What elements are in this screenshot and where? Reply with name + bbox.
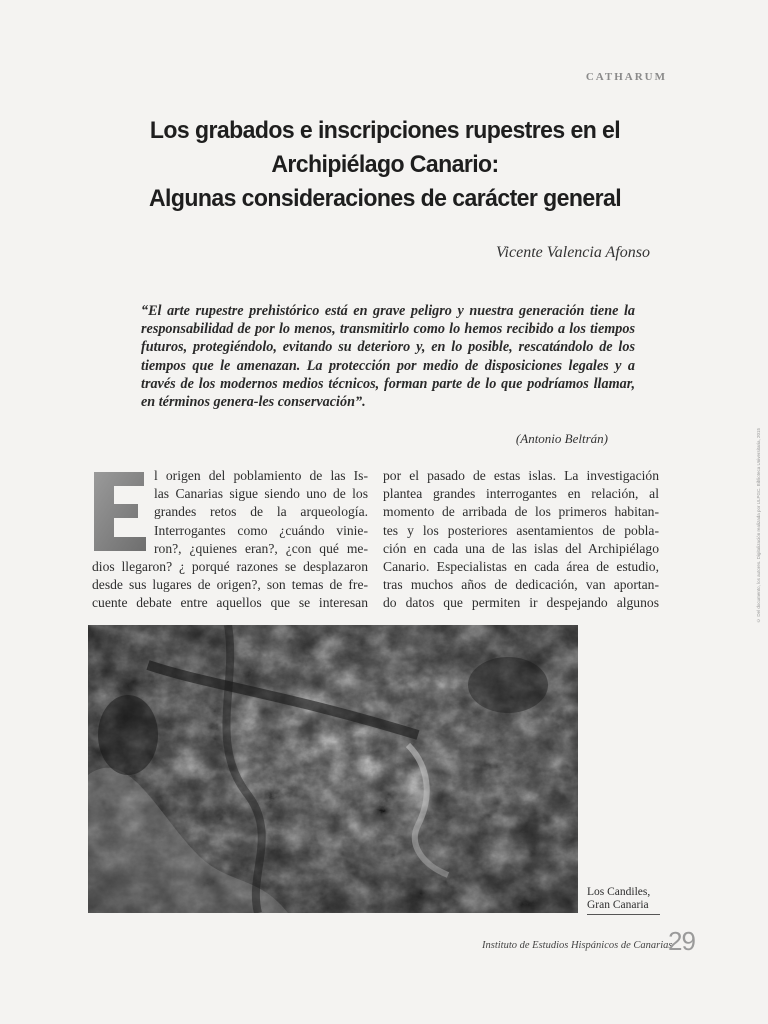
body-line: plantea grandes interrogantes en relación, al: [383, 486, 659, 502]
body-right-column: [383, 467, 659, 613]
photo-caption: [587, 886, 650, 912]
digitization-note: © Del documento, los autores. Digitalización realizada por ULPGC. Biblioteca Universitaria, 2015: [756, 428, 761, 623]
page-number: 29: [668, 926, 695, 956]
title-line-2: Archipiélago Canario:: [271, 151, 499, 178]
body-line: por el pasado de estas islas. La investigación: [383, 468, 659, 483]
body-line: desde sus lugares de origen?, son temas de fre-: [92, 577, 368, 593]
drop-cap-letter: [92, 470, 148, 553]
body-line: do datos que permiten ir despejando algunos: [383, 595, 659, 611]
body-line: dios llegaron? ¿ porqué razones se desplazaron: [92, 559, 368, 574]
body-line: l origen del poblamiento de las Is-: [154, 468, 368, 483]
rock-texture-image: [88, 625, 578, 913]
title-line-1: Los grabados e inscripciones rupestres en el: [149, 117, 621, 144]
caption-line-2: Gran Canaria: [587, 899, 649, 911]
body-left-column-indented: [154, 467, 368, 558]
body-line: tes y los posteriores asentamientos de pobla-: [383, 522, 659, 538]
article-title: [102, 114, 668, 216]
body-line: las Canarias sigue siendo uno de los: [154, 486, 368, 502]
body-line: ron?, ¿quienes eran?, ¿con qué me-: [154, 540, 368, 556]
epigraph-quote: “El arte rupestre prehistórico está en grave peligro y nuestra generación tiene la responsabilidad de por lo menos, transmitirlo como lo hemos recibido a los tiempos futuros, protegiéndolo, evitando su deterioro y, en lo posible, rescatándolo de los tiempos que le amenazan. La protección por medio de disposiciones legales y a través de los modernos medios técnicos, forman parte de lo que podríamos llamar, en términos genera-les conservación”.: [141, 303, 635, 411]
body-line: Interrogantes como ¿cuándo vinie-: [154, 522, 368, 538]
body-line: tras muchos años de dedicación, van aportan-: [383, 577, 659, 593]
caption-divider: [587, 914, 660, 915]
author-name: Vicente Valencia Afonso: [495, 244, 650, 261]
journal-name: CATHARUM: [585, 71, 667, 83]
epigraph-attribution: (Antonio Beltrán): [515, 431, 608, 446]
caption-line-1: Los Candiles,: [587, 886, 651, 898]
rock-engraving-photo: [88, 625, 578, 913]
body-line: ción en cada una de las islas del Archipiélago: [383, 540, 659, 556]
title-line-3: Algunas consideraciones de carácter general: [148, 185, 622, 212]
body-left-column: [92, 558, 368, 613]
body-line: momento de arribada de los primeros habitan-: [383, 504, 659, 520]
publisher-name: Instituto de Estudios Hispánicos de Canarias: [482, 940, 673, 951]
body-line: Canario. Especialistas en cada área de estudio,: [383, 559, 659, 575]
drop-cap-glyph: [92, 470, 148, 553]
body-line: grandes retos de la arqueología.: [154, 504, 368, 520]
body-line: cuente debate entre aquellos que se interesan: [92, 595, 368, 611]
